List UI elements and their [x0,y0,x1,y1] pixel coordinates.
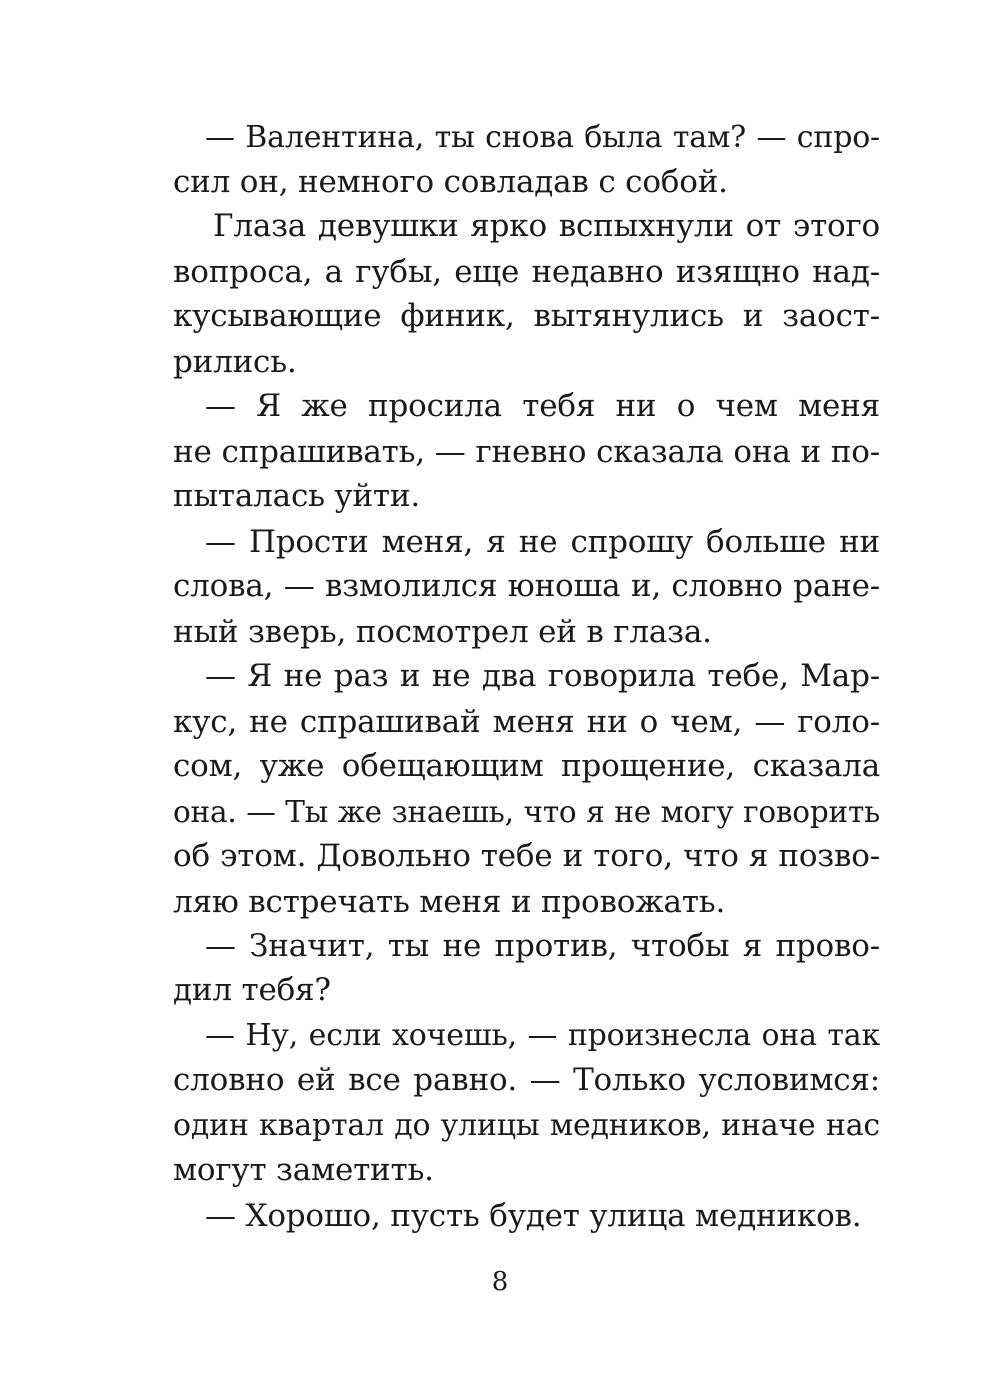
text-line-18: ляю встречать меня и провожать. [173,884,726,920]
text-line-20: дил тебя? [173,972,331,1008]
text-line-14: кус, не спрашивай меня ни о чем, — голо- [173,704,880,740]
text-line-22: словно ей все равно. — Только условимся: [173,1062,880,1098]
text-line-3: Глаза девушки ярко вспыхнули от этого [213,208,880,244]
text-line-13: — Я не раз и не два говорила тебе, Мар- [205,658,880,694]
text-line-24: могут заметить. [173,1152,434,1188]
text-line-11: слова, — взмолился юноша и, словно ране- [173,568,880,604]
text-line-7: — Я же просила тебя ни о чем меня [205,388,880,424]
text-line-6: рились. [173,344,297,380]
page-number: 8 [491,1267,509,1297]
text-line-25: — Хорошо, пусть будет улица медников. [205,1198,862,1234]
text-line-2: сил он, немного совладав с собой. [173,164,728,200]
text-line-1: — Валентина, ты снова была там? — спро- [205,120,880,155]
text-line-10: — Прости меня, я не спрошу больше ни [205,524,880,560]
text-line-16: она. — Ты же знаешь, что я не могу говорить [173,795,880,829]
text-line-21: — Ну, если хочешь, — произнесла она так [205,1018,880,1053]
text-line-4: вопроса, а губы, еще недавно изящно над- [173,254,880,290]
text-line-23: один квартал до улицы медников, иначе нас [173,1108,880,1143]
text-line-5: кусывающие финик, вытянулись и заост- [173,298,880,334]
text-line-8: не спрашивать, — гневно сказала она и по- [173,434,880,470]
text-line-19: — Значит, ты не против, чтобы я прово- [205,928,880,964]
text-line-9: пыталась уйти. [173,478,421,514]
text-line-12: ный зверь, посмотрел ей в глаза. [173,614,712,650]
text-line-15: сом, уже обещающим прощение, сказала [173,748,880,784]
text-line-17: об этом. Довольно тебе и того, что я позво- [173,838,880,874]
